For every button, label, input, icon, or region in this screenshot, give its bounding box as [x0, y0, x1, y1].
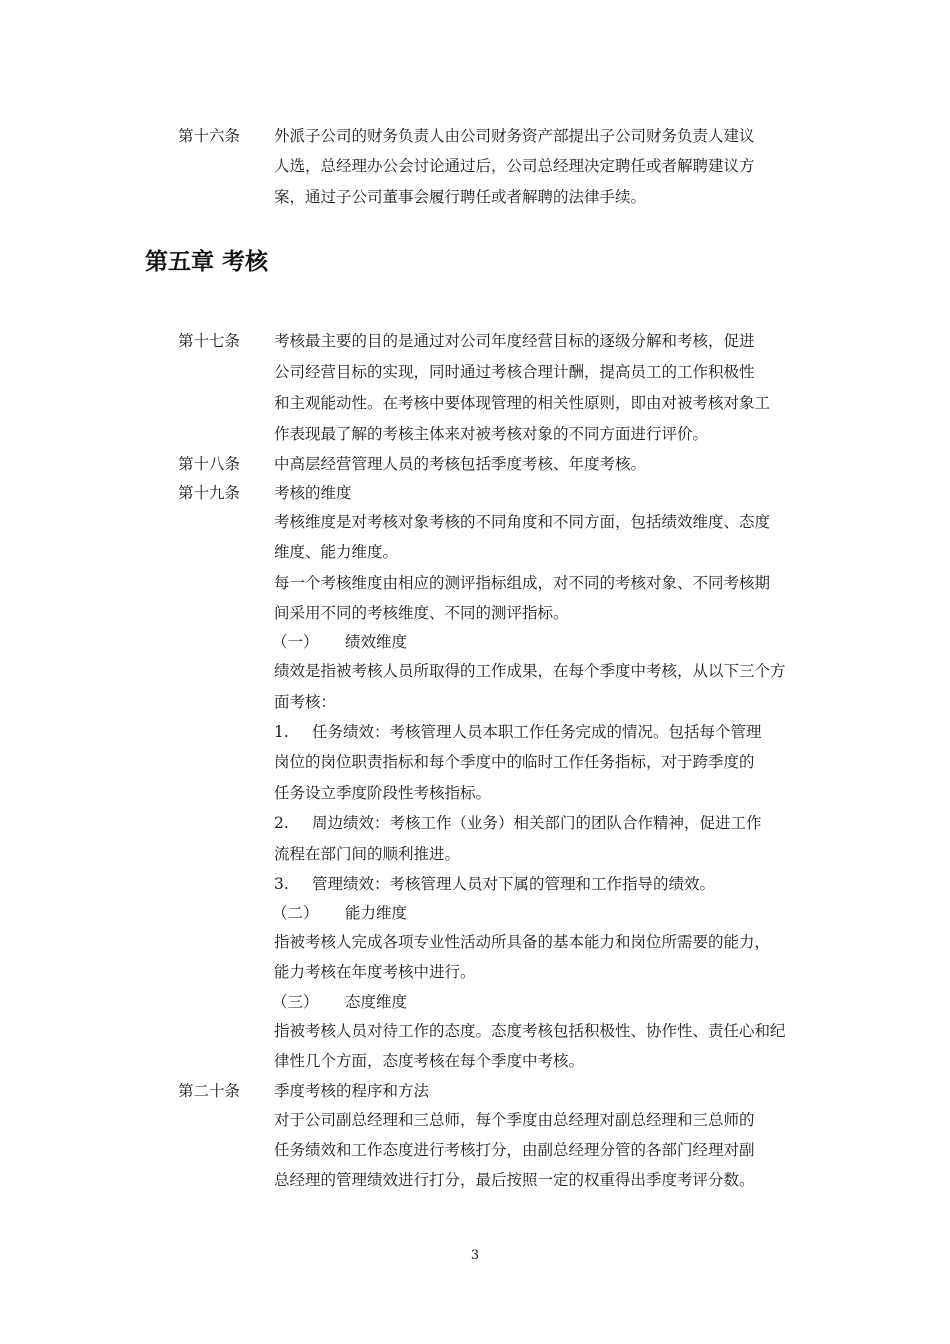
item-2-number: 2. [274, 814, 289, 832]
section-2-line-2: 能力考核在年度考核中进行。 [274, 963, 476, 981]
article-19-para2-line-1: 每一个考核维度由相应的测评指标组成，对不同的考核对象、不同考核期 [274, 574, 771, 592]
chapter-title: 第五章 考核 [145, 249, 269, 275]
section-1-line-1: 绩效是指被考核人员所取得的工作成果，在每个季度中考核，从以下三个方 [274, 662, 786, 680]
article-17-line-3: 和主观能动性。在考核中要体现管理的相关性原则，即由对被考核对象工 [274, 394, 771, 412]
article-20-line-2: 任务绩效和工作态度进行考核打分，由副总经理分管的各部门经理对副 [274, 1141, 755, 1159]
article-17-line-4: 作表现最了解的考核主体来对被考核对象的不同方面进行评价。 [274, 425, 709, 443]
section-1-label: （一） [272, 633, 319, 651]
article-17-line-2: 公司经营目标的实现，同时通过考核合理计酬，提高员工的工作积极性 [274, 363, 755, 381]
article-20-heading: 季度考核的程序和方法 [274, 1082, 430, 1100]
section-1-title: 绩效维度 [345, 633, 408, 651]
page-number: 3 [470, 1248, 480, 1263]
item-3-first-line: 管理绩效：考核管理人员对下属的管理和工作指导的绩效。 [312, 875, 716, 893]
section-3-line-1: 指被考核人员对待工作的态度。态度考核包括积极性、协作性、责任心和纪 [274, 1022, 786, 1040]
item-3-number: 3. [274, 875, 289, 893]
item-1-first-line: 任务绩效：考核管理人员本职工作任务完成的情况。包括每个管理 [312, 723, 762, 741]
article-16-line-1: 外派子公司的财务负责人由公司财务资产部提出子公司财务负责人建议 [274, 127, 755, 145]
item-1-line-2: 岗位的岗位职责指标和每个季度中的临时工作任务指标，对于跨季度的 [274, 753, 755, 771]
section-2-title: 能力维度 [345, 904, 408, 922]
article-18-label: 第十八条 [178, 455, 241, 473]
section-3-label: （三） [272, 993, 319, 1011]
item-1-line-3: 任务设立季度阶段性考核指标。 [274, 784, 492, 802]
article-19-para1-line-2: 维度、能力维度。 [274, 543, 399, 561]
item-2-line-2: 流程在部门间的顺利推进。 [274, 845, 461, 863]
section-1-line-2: 面考核： [274, 693, 337, 711]
article-20-line-1: 对于公司副总经理和三总师，每个季度由总经理对副总经理和三总师的 [274, 1111, 755, 1129]
article-19-para1-line-1: 考核维度是对考核对象考核的不同角度和不同方面，包括绩效维度、态度 [274, 513, 771, 531]
section-2-line-1: 指被考核人完成各项专业性活动所具备的基本能力和岗位所需要的能力， [274, 933, 771, 951]
article-19-label: 第十九条 [178, 484, 241, 502]
item-1-number: 1. [274, 723, 289, 741]
item-2-first-line: 周边绩效：考核工作（业务）相关部门的团队合作精神，促进工作 [312, 814, 762, 832]
article-16-label: 第十六条 [178, 127, 241, 145]
article-19-para2-line-2: 间采用不同的考核维度、不同的测评指标。 [274, 604, 569, 622]
article-16-line-2: 人选，总经理办公会讨论通过后，公司总经理决定聘任或者解聘建议方 [274, 157, 755, 175]
section-3-title: 态度维度 [345, 993, 408, 1011]
article-20-label: 第二十条 [178, 1082, 241, 1100]
article-17-line-1: 考核最主要的目的是通过对公司年度经营目标的逐级分解和考核，促进 [274, 332, 755, 350]
article-16-line-3: 案，通过子公司董事会履行聘任或者解聘的法律手续。 [274, 188, 647, 206]
article-18-text: 中高层经营管理人员的考核包括季度考核、年度考核。 [274, 455, 647, 473]
article-20-line-3: 总经理的管理绩效进行打分，最后按照一定的权重得出季度考评分数。 [274, 1171, 755, 1189]
section-3-line-2: 律性几个方面，态度考核在每个季度中考核。 [274, 1052, 585, 1070]
section-2-label: （二） [272, 904, 319, 922]
article-19-heading: 考核的维度 [274, 484, 352, 502]
article-17-label: 第十七条 [178, 332, 241, 350]
